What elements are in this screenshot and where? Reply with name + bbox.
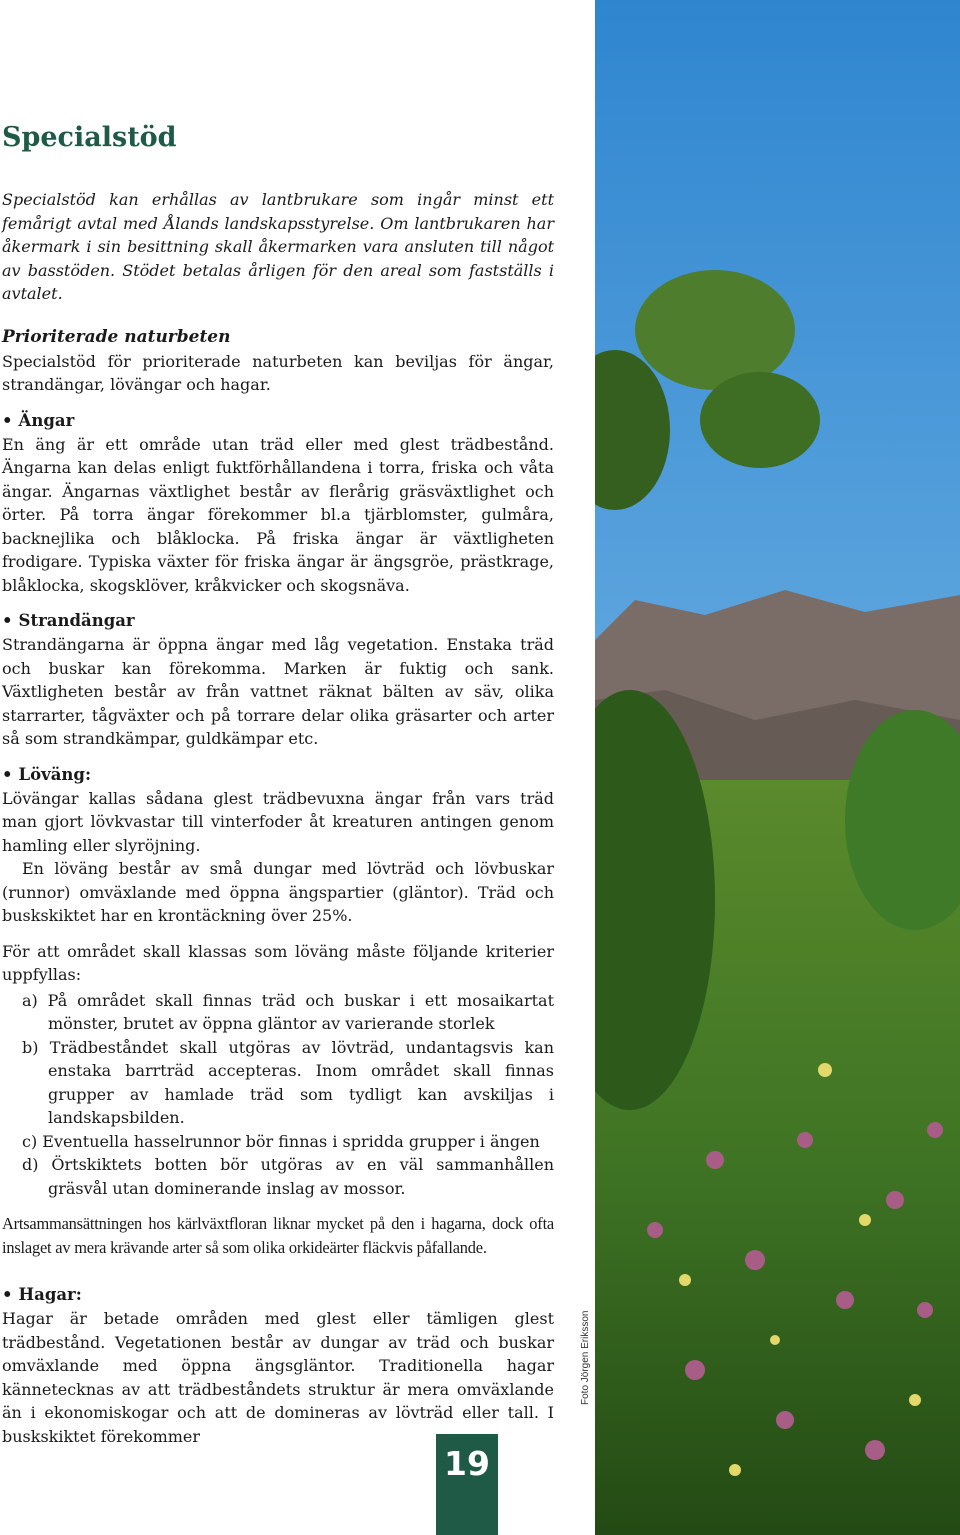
angar-heading <box>2 409 554 432</box>
strandangar-heading <box>2 609 554 632</box>
lovang-heading-label: Löväng: <box>18 764 92 784</box>
page-title: Specialstöd <box>2 122 177 153</box>
bullet-icon: • <box>2 764 13 784</box>
strandangar-text: Strandängarna är öppna ängar med låg vegetation. Enstaka träd och buskar kan förekomma. Marken är fuktig och sank. Växtligheten består av från vattnet räknat bälten av säv, olika starrarter, tågväxter och på torrare delar olika gräsarter och arter så som strandkämpar, guldkämpar etc. <box>2 635 554 748</box>
intro-paragraph: Specialstöd kan erhållas av lantbrukare som ingår minst ett femårigt avtal med Ålands landskapsstyrelse. Om lantbrukaren har åkermark i sin besittning skall åkermarken vara ansluten till något av basstöden. Stödet betalas årligen för den areal som fastställs i avtalet. <box>2 190 554 303</box>
meadow-photo <box>595 0 960 1535</box>
lovang-closing: Artsammansättningen hos kärlväxtfloran liknar mycket på den i hagarna, dock ofta inslaget av mera krävande arter så som olika orkideärter fläckvis påfallande. <box>2 1214 554 1257</box>
lovang-text-1: Lövängar kallas sådana glest trädbevuxna ängar från vars träd man gjort lövkvastar till vinterfoder åt kreaturen antingen genom hamling eller slyröjning. <box>2 788 554 855</box>
criteria-item: c) Eventuella hasselrunnor bör finnas i spridda grupper i ängen <box>22 1131 540 1151</box>
lovang-text-2: En löväng består av små dungar med lövträd och lövbuskar (runnor) omväxlande med öppna ängspartier (gläntor). Träd och buskskiktet har en krontäckning över 25%. <box>2 859 554 925</box>
angar-text: En äng är ett område utan träd eller med glest trädbestånd. Ängarna kan delas enligt fuktförhållandena i torra, friska och våta ängar. Ängarnas växtlighet består av flerårig gräsväxtlighet och örter. På torra ängar förekommer bl.a tjärblomster, gulmåra, backnejlika och blåklocka. På friska ängar är växtligheten frodigare. Typiska växter för friska ängar är ängsgröe, prästkrage, blåklocka, skogsklöver, kråkvicker och skogsnäva. <box>2 434 554 595</box>
criteria-item: b) Trädbeståndet skall utgöras av lövträd, undantagsvis kan enstaka barrträd accepteras. Inom området skall finnas grupper av hamlade träd som tydligt kan avskiljas i landskapsbilden. <box>22 1037 554 1127</box>
hagar-heading <box>2 1283 554 1306</box>
criteria-item: d) Örtskiktets botten bör utgöras av en väl sammanhållen gräsvål utan dominerande inslag av mossor. <box>22 1155 554 1198</box>
criteria-intro: För att området skall klassas som löväng måste följande kriterier uppfyllas: <box>2 941 554 984</box>
strandangar-heading-label: Strandängar <box>18 611 135 630</box>
bullet-icon: • <box>2 611 13 630</box>
section-heading: Prioriterade naturbeten <box>2 326 231 347</box>
page-number: 19 <box>444 1444 490 1483</box>
photo-credit: Foto Jörgen Eriksson <box>580 1310 591 1405</box>
page-number-box <box>436 1434 498 1535</box>
section-text: Specialstöd för prioriterade naturbeten kan beviljas för ängar, strandängar, lövängar och hagar. <box>2 351 554 394</box>
bullet-icon: • <box>2 1285 13 1304</box>
angar-heading-label: Ängar <box>18 410 75 430</box>
criteria-item: a) På området skall finnas träd och buskar i ett mosaikartat mönster, brutet av öppna gläntor av varierande storlek <box>22 990 554 1033</box>
bullet-icon: • <box>2 410 13 430</box>
criteria-list <box>2 989 554 1201</box>
text-column <box>2 118 554 1448</box>
lovang-heading <box>2 763 554 786</box>
hagar-text: Hagar är betade områden med glest eller tämligen glest trädbestånd. Vegetationen består av dungar av träd och buskar omväxlande med öppna ängsgläntor. Traditionella hagar kännetecknas av att trädbeståndets struktur är mera omväxlande än i ekonomiskogar och att de domineras av lövträd eller tall. I buskskiktet förekommer <box>2 1309 554 1446</box>
hagar-heading-label: Hagar: <box>18 1285 82 1304</box>
